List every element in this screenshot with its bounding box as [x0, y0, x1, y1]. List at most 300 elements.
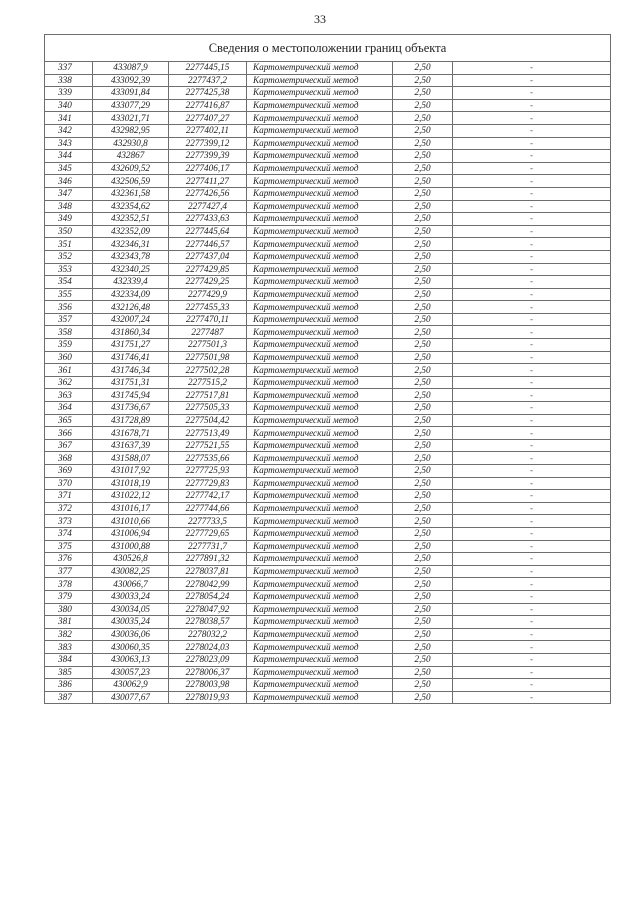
table-row — [45, 301, 611, 314]
note-cell: - — [453, 427, 611, 440]
note-cell: - — [453, 200, 611, 213]
point-number-cell: 358 — [45, 326, 93, 339]
y-coordinate-cell: 2277504,42 — [169, 414, 247, 427]
point-number-cell: 363 — [45, 389, 93, 402]
x-coordinate-cell: 431751,31 — [93, 376, 169, 389]
point-number-cell: 339 — [45, 87, 93, 100]
y-coordinate-cell: 2277891,32 — [169, 553, 247, 566]
x-coordinate-cell: 431018,19 — [93, 477, 169, 490]
note-cell: - — [453, 112, 611, 125]
accuracy-cell: 2,50 — [393, 666, 453, 679]
point-number-cell: 351 — [45, 238, 93, 251]
accuracy-cell: 2,50 — [393, 200, 453, 213]
y-coordinate-cell: 2278054,24 — [169, 590, 247, 603]
x-coordinate-cell: 432343,78 — [93, 250, 169, 263]
note-cell: - — [453, 99, 611, 112]
y-coordinate-cell: 2277731,7 — [169, 540, 247, 553]
table-row — [45, 427, 611, 440]
accuracy-cell: 2,50 — [393, 376, 453, 389]
note-cell: - — [453, 452, 611, 465]
point-number-cell: 383 — [45, 641, 93, 654]
x-coordinate-cell: 431860,34 — [93, 326, 169, 339]
table-row — [45, 691, 611, 704]
note-cell: - — [453, 175, 611, 188]
x-coordinate-cell: 432007,24 — [93, 313, 169, 326]
note-cell: - — [453, 288, 611, 301]
method-cell: Картометрический метод — [247, 263, 393, 276]
y-coordinate-cell: 2278037,81 — [169, 565, 247, 578]
accuracy-cell: 2,50 — [393, 162, 453, 175]
note-cell: - — [453, 87, 611, 100]
x-coordinate-cell: 430033,24 — [93, 590, 169, 603]
y-coordinate-cell: 2278003,98 — [169, 679, 247, 692]
point-number-cell: 387 — [45, 691, 93, 704]
note-cell: - — [453, 376, 611, 389]
method-cell: Картометрический метод — [247, 553, 393, 566]
x-coordinate-cell: 431022,12 — [93, 490, 169, 503]
y-coordinate-cell: 2278042,99 — [169, 578, 247, 591]
accuracy-cell: 2,50 — [393, 477, 453, 490]
y-coordinate-cell: 2277487 — [169, 326, 247, 339]
x-coordinate-cell: 430036,06 — [93, 628, 169, 641]
x-coordinate-cell: 430035,24 — [93, 616, 169, 629]
y-coordinate-cell: 2277446,57 — [169, 238, 247, 251]
method-cell: Картометрический метод — [247, 213, 393, 226]
point-number-cell: 371 — [45, 490, 93, 503]
table-row — [45, 326, 611, 339]
y-coordinate-cell: 2277429,9 — [169, 288, 247, 301]
y-coordinate-cell: 2277725,93 — [169, 465, 247, 478]
table-row — [45, 628, 611, 641]
x-coordinate-cell: 431006,94 — [93, 527, 169, 540]
note-cell: - — [453, 578, 611, 591]
y-coordinate-cell: 2277427,4 — [169, 200, 247, 213]
method-cell: Картометрический метод — [247, 62, 393, 75]
accuracy-cell: 2,50 — [393, 238, 453, 251]
y-coordinate-cell: 2277445,15 — [169, 62, 247, 75]
table-row — [45, 376, 611, 389]
table-row — [45, 351, 611, 364]
table-row — [45, 439, 611, 452]
table-row — [45, 402, 611, 415]
point-number-cell: 340 — [45, 99, 93, 112]
y-coordinate-cell: 2277426,56 — [169, 187, 247, 200]
table-row — [45, 124, 611, 137]
x-coordinate-cell: 433077,29 — [93, 99, 169, 112]
table-row — [45, 653, 611, 666]
point-number-cell: 341 — [45, 112, 93, 125]
y-coordinate-cell: 2277407,27 — [169, 112, 247, 125]
note-cell: - — [453, 74, 611, 87]
point-number-cell: 359 — [45, 339, 93, 352]
note-cell: - — [453, 477, 611, 490]
point-number-cell: 344 — [45, 150, 93, 163]
y-coordinate-cell: 2278047,92 — [169, 603, 247, 616]
table-row — [45, 74, 611, 87]
method-cell: Картометрический метод — [247, 666, 393, 679]
accuracy-cell: 2,50 — [393, 641, 453, 654]
y-coordinate-cell: 2278006,37 — [169, 666, 247, 679]
accuracy-cell: 2,50 — [393, 301, 453, 314]
accuracy-cell: 2,50 — [393, 62, 453, 75]
note-cell: - — [453, 238, 611, 251]
method-cell: Картометрический метод — [247, 465, 393, 478]
note-cell: - — [453, 250, 611, 263]
accuracy-cell: 2,50 — [393, 603, 453, 616]
method-cell: Картометрический метод — [247, 250, 393, 263]
note-cell: - — [453, 540, 611, 553]
point-number-cell: 352 — [45, 250, 93, 263]
table-body — [45, 62, 611, 704]
x-coordinate-cell: 432340,25 — [93, 263, 169, 276]
table-row — [45, 490, 611, 503]
note-cell: - — [453, 276, 611, 289]
note-cell: - — [453, 414, 611, 427]
method-cell: Картометрический метод — [247, 313, 393, 326]
x-coordinate-cell: 431746,41 — [93, 351, 169, 364]
y-coordinate-cell: 2277399,39 — [169, 150, 247, 163]
x-coordinate-cell: 432334,09 — [93, 288, 169, 301]
point-number-cell: 377 — [45, 565, 93, 578]
x-coordinate-cell: 432506,59 — [93, 175, 169, 188]
y-coordinate-cell: 2277744,66 — [169, 502, 247, 515]
table-row — [45, 515, 611, 528]
method-cell: Картометрический метод — [247, 527, 393, 540]
accuracy-cell: 2,50 — [393, 653, 453, 666]
table-row — [45, 389, 611, 402]
table-row — [45, 477, 611, 490]
table-row — [45, 679, 611, 692]
method-cell: Картометрический метод — [247, 200, 393, 213]
x-coordinate-cell: 432982,95 — [93, 124, 169, 137]
note-cell: - — [453, 364, 611, 377]
accuracy-cell: 2,50 — [393, 288, 453, 301]
y-coordinate-cell: 2277445,64 — [169, 225, 247, 238]
x-coordinate-cell: 430063,13 — [93, 653, 169, 666]
y-coordinate-cell: 2277429,85 — [169, 263, 247, 276]
x-coordinate-cell: 430034,05 — [93, 603, 169, 616]
note-cell: - — [453, 553, 611, 566]
x-coordinate-cell: 433092,39 — [93, 74, 169, 87]
y-coordinate-cell: 2277505,33 — [169, 402, 247, 415]
point-number-cell: 338 — [45, 74, 93, 87]
note-cell: - — [453, 389, 611, 402]
point-number-cell: 357 — [45, 313, 93, 326]
accuracy-cell: 2,50 — [393, 628, 453, 641]
accuracy-cell: 2,50 — [393, 578, 453, 591]
table-row — [45, 527, 611, 540]
method-cell: Картометрический метод — [247, 364, 393, 377]
table-row — [45, 213, 611, 226]
y-coordinate-cell: 2277399,12 — [169, 137, 247, 150]
x-coordinate-cell: 430082,25 — [93, 565, 169, 578]
point-number-cell: 362 — [45, 376, 93, 389]
table-row — [45, 99, 611, 112]
table-row — [45, 590, 611, 603]
accuracy-cell: 2,50 — [393, 402, 453, 415]
x-coordinate-cell: 431728,89 — [93, 414, 169, 427]
table-row — [45, 313, 611, 326]
table-row — [45, 502, 611, 515]
point-number-cell: 342 — [45, 124, 93, 137]
note-cell: - — [453, 339, 611, 352]
point-number-cell: 370 — [45, 477, 93, 490]
method-cell: Картометрический метод — [247, 389, 393, 402]
point-number-cell: 354 — [45, 276, 93, 289]
method-cell: Картометрический метод — [247, 515, 393, 528]
method-cell: Картометрический метод — [247, 326, 393, 339]
note-cell: - — [453, 213, 611, 226]
point-number-cell: 373 — [45, 515, 93, 528]
method-cell: Картометрический метод — [247, 490, 393, 503]
point-number-cell: 384 — [45, 653, 93, 666]
accuracy-cell: 2,50 — [393, 263, 453, 276]
point-number-cell: 353 — [45, 263, 93, 276]
x-coordinate-cell: 431010,66 — [93, 515, 169, 528]
method-cell: Картометрический метод — [247, 565, 393, 578]
y-coordinate-cell: 2277733,5 — [169, 515, 247, 528]
x-coordinate-cell: 432609,52 — [93, 162, 169, 175]
method-cell: Картометрический метод — [247, 502, 393, 515]
accuracy-cell: 2,50 — [393, 313, 453, 326]
point-number-cell: 360 — [45, 351, 93, 364]
x-coordinate-cell: 431678,71 — [93, 427, 169, 440]
x-coordinate-cell: 433021,71 — [93, 112, 169, 125]
accuracy-cell: 2,50 — [393, 87, 453, 100]
x-coordinate-cell: 432352,51 — [93, 213, 169, 226]
method-cell: Картометрический метод — [247, 414, 393, 427]
y-coordinate-cell: 2277517,81 — [169, 389, 247, 402]
table-row — [45, 641, 611, 654]
table-row — [45, 187, 611, 200]
x-coordinate-cell: 430062,9 — [93, 679, 169, 692]
method-cell: Картометрический метод — [247, 691, 393, 704]
table-row — [45, 112, 611, 125]
y-coordinate-cell: 2277470,11 — [169, 313, 247, 326]
table-row — [45, 364, 611, 377]
table-title: Сведения о местоположении границ объекта — [45, 35, 611, 62]
accuracy-cell: 2,50 — [393, 527, 453, 540]
table-row — [45, 616, 611, 629]
point-number-cell: 374 — [45, 527, 93, 540]
x-coordinate-cell: 433087,9 — [93, 62, 169, 75]
table-row — [45, 137, 611, 150]
note-cell: - — [453, 439, 611, 452]
accuracy-cell: 2,50 — [393, 515, 453, 528]
note-cell: - — [453, 490, 611, 503]
table-row — [45, 666, 611, 679]
x-coordinate-cell: 431746,34 — [93, 364, 169, 377]
method-cell: Картометрический метод — [247, 87, 393, 100]
y-coordinate-cell: 2277429,25 — [169, 276, 247, 289]
y-coordinate-cell: 2277515,2 — [169, 376, 247, 389]
method-cell: Картометрический метод — [247, 427, 393, 440]
method-cell: Картометрический метод — [247, 402, 393, 415]
x-coordinate-cell: 432930,8 — [93, 137, 169, 150]
accuracy-cell: 2,50 — [393, 187, 453, 200]
note-cell: - — [453, 263, 611, 276]
note-cell: - — [453, 326, 611, 339]
table-row — [45, 452, 611, 465]
y-coordinate-cell: 2277433,63 — [169, 213, 247, 226]
y-coordinate-cell: 2277406,17 — [169, 162, 247, 175]
accuracy-cell: 2,50 — [393, 364, 453, 377]
table-row — [45, 578, 611, 591]
accuracy-cell: 2,50 — [393, 326, 453, 339]
method-cell: Картометрический метод — [247, 590, 393, 603]
point-number-cell: 347 — [45, 187, 93, 200]
y-coordinate-cell: 2277535,66 — [169, 452, 247, 465]
accuracy-cell: 2,50 — [393, 276, 453, 289]
x-coordinate-cell: 432352,09 — [93, 225, 169, 238]
method-cell: Картометрический метод — [247, 288, 393, 301]
table-row — [45, 414, 611, 427]
table-row — [45, 225, 611, 238]
method-cell: Картометрический метод — [247, 238, 393, 251]
point-number-cell: 346 — [45, 175, 93, 188]
note-cell: - — [453, 653, 611, 666]
point-number-cell: 380 — [45, 603, 93, 616]
y-coordinate-cell: 2278038,57 — [169, 616, 247, 629]
point-number-cell: 361 — [45, 364, 93, 377]
method-cell: Картометрический метод — [247, 225, 393, 238]
x-coordinate-cell: 430066,7 — [93, 578, 169, 591]
note-cell: - — [453, 590, 611, 603]
method-cell: Картометрический метод — [247, 477, 393, 490]
x-coordinate-cell: 430526,8 — [93, 553, 169, 566]
method-cell: Картометрический метод — [247, 276, 393, 289]
y-coordinate-cell: 2277437,2 — [169, 74, 247, 87]
note-cell: - — [453, 137, 611, 150]
table-row — [45, 200, 611, 213]
x-coordinate-cell: 432346,31 — [93, 238, 169, 251]
point-number-cell: 366 — [45, 427, 93, 440]
point-number-cell: 368 — [45, 452, 93, 465]
point-number-cell: 385 — [45, 666, 93, 679]
method-cell: Картометрический метод — [247, 74, 393, 87]
accuracy-cell: 2,50 — [393, 414, 453, 427]
method-cell: Картометрический метод — [247, 540, 393, 553]
page-number: 33 — [314, 12, 326, 26]
method-cell: Картометрический метод — [247, 137, 393, 150]
method-cell: Картометрический метод — [247, 452, 393, 465]
note-cell: - — [453, 225, 611, 238]
table-row — [45, 175, 611, 188]
table-row — [45, 263, 611, 276]
y-coordinate-cell: 2277455,33 — [169, 301, 247, 314]
note-cell: - — [453, 124, 611, 137]
table-row — [45, 339, 611, 352]
point-number-cell: 364 — [45, 402, 93, 415]
method-cell: Картометрический метод — [247, 376, 393, 389]
table-row — [45, 565, 611, 578]
x-coordinate-cell: 431736,67 — [93, 402, 169, 415]
accuracy-cell: 2,50 — [393, 691, 453, 704]
y-coordinate-cell: 2277513,49 — [169, 427, 247, 440]
method-cell: Картометрический метод — [247, 616, 393, 629]
accuracy-cell: 2,50 — [393, 427, 453, 440]
accuracy-cell: 2,50 — [393, 99, 453, 112]
method-cell: Картометрический метод — [247, 653, 393, 666]
point-number-cell: 349 — [45, 213, 93, 226]
note-cell: - — [453, 313, 611, 326]
note-cell: - — [453, 187, 611, 200]
y-coordinate-cell: 2277742,17 — [169, 490, 247, 503]
point-number-cell: 382 — [45, 628, 93, 641]
note-cell: - — [453, 616, 611, 629]
y-coordinate-cell: 2277729,83 — [169, 477, 247, 490]
accuracy-cell: 2,50 — [393, 490, 453, 503]
accuracy-cell: 2,50 — [393, 112, 453, 125]
method-cell: Картометрический метод — [247, 175, 393, 188]
table-row — [45, 276, 611, 289]
x-coordinate-cell: 431745,94 — [93, 389, 169, 402]
x-coordinate-cell: 431588,07 — [93, 452, 169, 465]
accuracy-cell: 2,50 — [393, 590, 453, 603]
point-number-cell: 375 — [45, 540, 93, 553]
table-row — [45, 288, 611, 301]
point-number-cell: 376 — [45, 553, 93, 566]
accuracy-cell: 2,50 — [393, 339, 453, 352]
accuracy-cell: 2,50 — [393, 225, 453, 238]
point-number-cell: 379 — [45, 590, 93, 603]
note-cell: - — [453, 691, 611, 704]
point-number-cell: 356 — [45, 301, 93, 314]
accuracy-cell: 2,50 — [393, 351, 453, 364]
x-coordinate-cell: 430057,23 — [93, 666, 169, 679]
y-coordinate-cell: 2277501,98 — [169, 351, 247, 364]
x-coordinate-cell: 431751,27 — [93, 339, 169, 352]
note-cell: - — [453, 465, 611, 478]
accuracy-cell: 2,50 — [393, 565, 453, 578]
y-coordinate-cell: 2278032,2 — [169, 628, 247, 641]
point-number-cell: 365 — [45, 414, 93, 427]
method-cell: Картометрический метод — [247, 578, 393, 591]
x-coordinate-cell: 431016,17 — [93, 502, 169, 515]
accuracy-cell: 2,50 — [393, 250, 453, 263]
point-number-cell: 343 — [45, 137, 93, 150]
y-coordinate-cell: 2277521,55 — [169, 439, 247, 452]
accuracy-cell: 2,50 — [393, 679, 453, 692]
accuracy-cell: 2,50 — [393, 465, 453, 478]
y-coordinate-cell: 2277437,04 — [169, 250, 247, 263]
y-coordinate-cell: 2277411,27 — [169, 175, 247, 188]
method-cell: Картометрический метод — [247, 99, 393, 112]
accuracy-cell: 2,50 — [393, 175, 453, 188]
note-cell: - — [453, 62, 611, 75]
method-cell: Картометрический метод — [247, 124, 393, 137]
point-number-cell: 337 — [45, 62, 93, 75]
point-number-cell: 378 — [45, 578, 93, 591]
y-coordinate-cell: 2277416,87 — [169, 99, 247, 112]
point-number-cell: 348 — [45, 200, 93, 213]
table-row — [45, 465, 611, 478]
point-number-cell: 355 — [45, 288, 93, 301]
note-cell: - — [453, 515, 611, 528]
accuracy-cell: 2,50 — [393, 74, 453, 87]
x-coordinate-cell: 432354,62 — [93, 200, 169, 213]
x-coordinate-cell: 432126,48 — [93, 301, 169, 314]
table-row — [45, 238, 611, 251]
point-number-cell: 367 — [45, 439, 93, 452]
y-coordinate-cell: 2277729,65 — [169, 527, 247, 540]
y-coordinate-cell: 2278019,93 — [169, 691, 247, 704]
accuracy-cell: 2,50 — [393, 439, 453, 452]
x-coordinate-cell: 431637,39 — [93, 439, 169, 452]
point-number-cell: 350 — [45, 225, 93, 238]
accuracy-cell: 2,50 — [393, 540, 453, 553]
note-cell: - — [453, 402, 611, 415]
